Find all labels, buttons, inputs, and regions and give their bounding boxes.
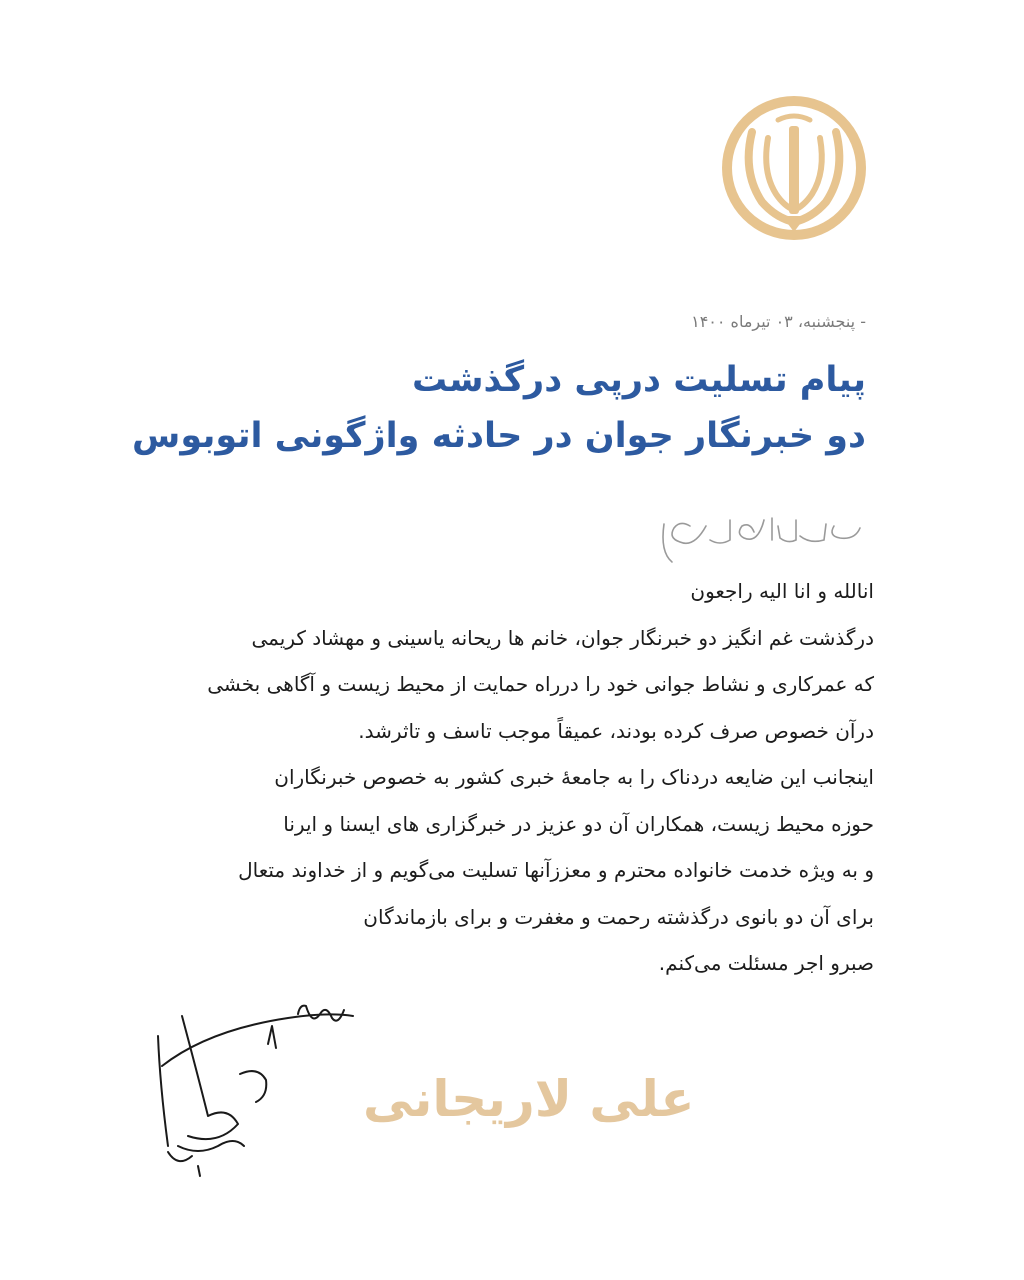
- message-body: [134, 568, 874, 987]
- page-title: [132, 352, 866, 464]
- body-line: برای آن دو بانوی درگذشته رحمت و مغفرت و برای بازماندگان: [363, 904, 874, 929]
- signature-name-text: علی لاریجانی: [363, 1070, 695, 1128]
- body-line: که عمرکاری و نشاط جوانی خود را درراه حمایت از محیط زیست و آگاهی بخشی: [207, 672, 874, 696]
- body-line: انالله و انا الیه راجعون: [690, 579, 874, 603]
- iran-emblem-icon: [718, 92, 870, 244]
- body-line: اینجانب این ضایعه دردناک را به جامعهٔ خبری کشور به خصوص خبرنگاران: [274, 765, 874, 789]
- signature: [148, 996, 695, 1186]
- date-line: - پنجشنبه، ۰۳ تیرماه ۱۴۰۰: [691, 312, 866, 331]
- body-line: درآن خصوص صرف کرده بودند، عمیقاً موجب تاسف و تاثرشد.: [358, 718, 874, 743]
- bismillah-handwriting: [650, 506, 868, 566]
- body-line: صبرو اجر مسئلت می‌کنم.: [658, 951, 874, 975]
- body-line: حوزه محیط زیست، همکاران آن دو عزیز در خبرگزاری های ایسنا و ایرنا: [283, 811, 874, 836]
- body-line: و به ویژه خدمت خانواده محترم و معززآنها تسلیت می‌گویم و از خداوند متعال: [238, 858, 874, 882]
- body-line: درگذشت غم انگیز دو خبرنگار جوان، خانم ها ریحانه یاسینی و مهشاد کریمی: [251, 625, 874, 650]
- title-line-1: پیام تسلیت درپی درگذشت: [412, 360, 866, 400]
- title-line-2: دو خبرنگار جوان در حادثه واژگونی اتوبوس: [132, 416, 866, 456]
